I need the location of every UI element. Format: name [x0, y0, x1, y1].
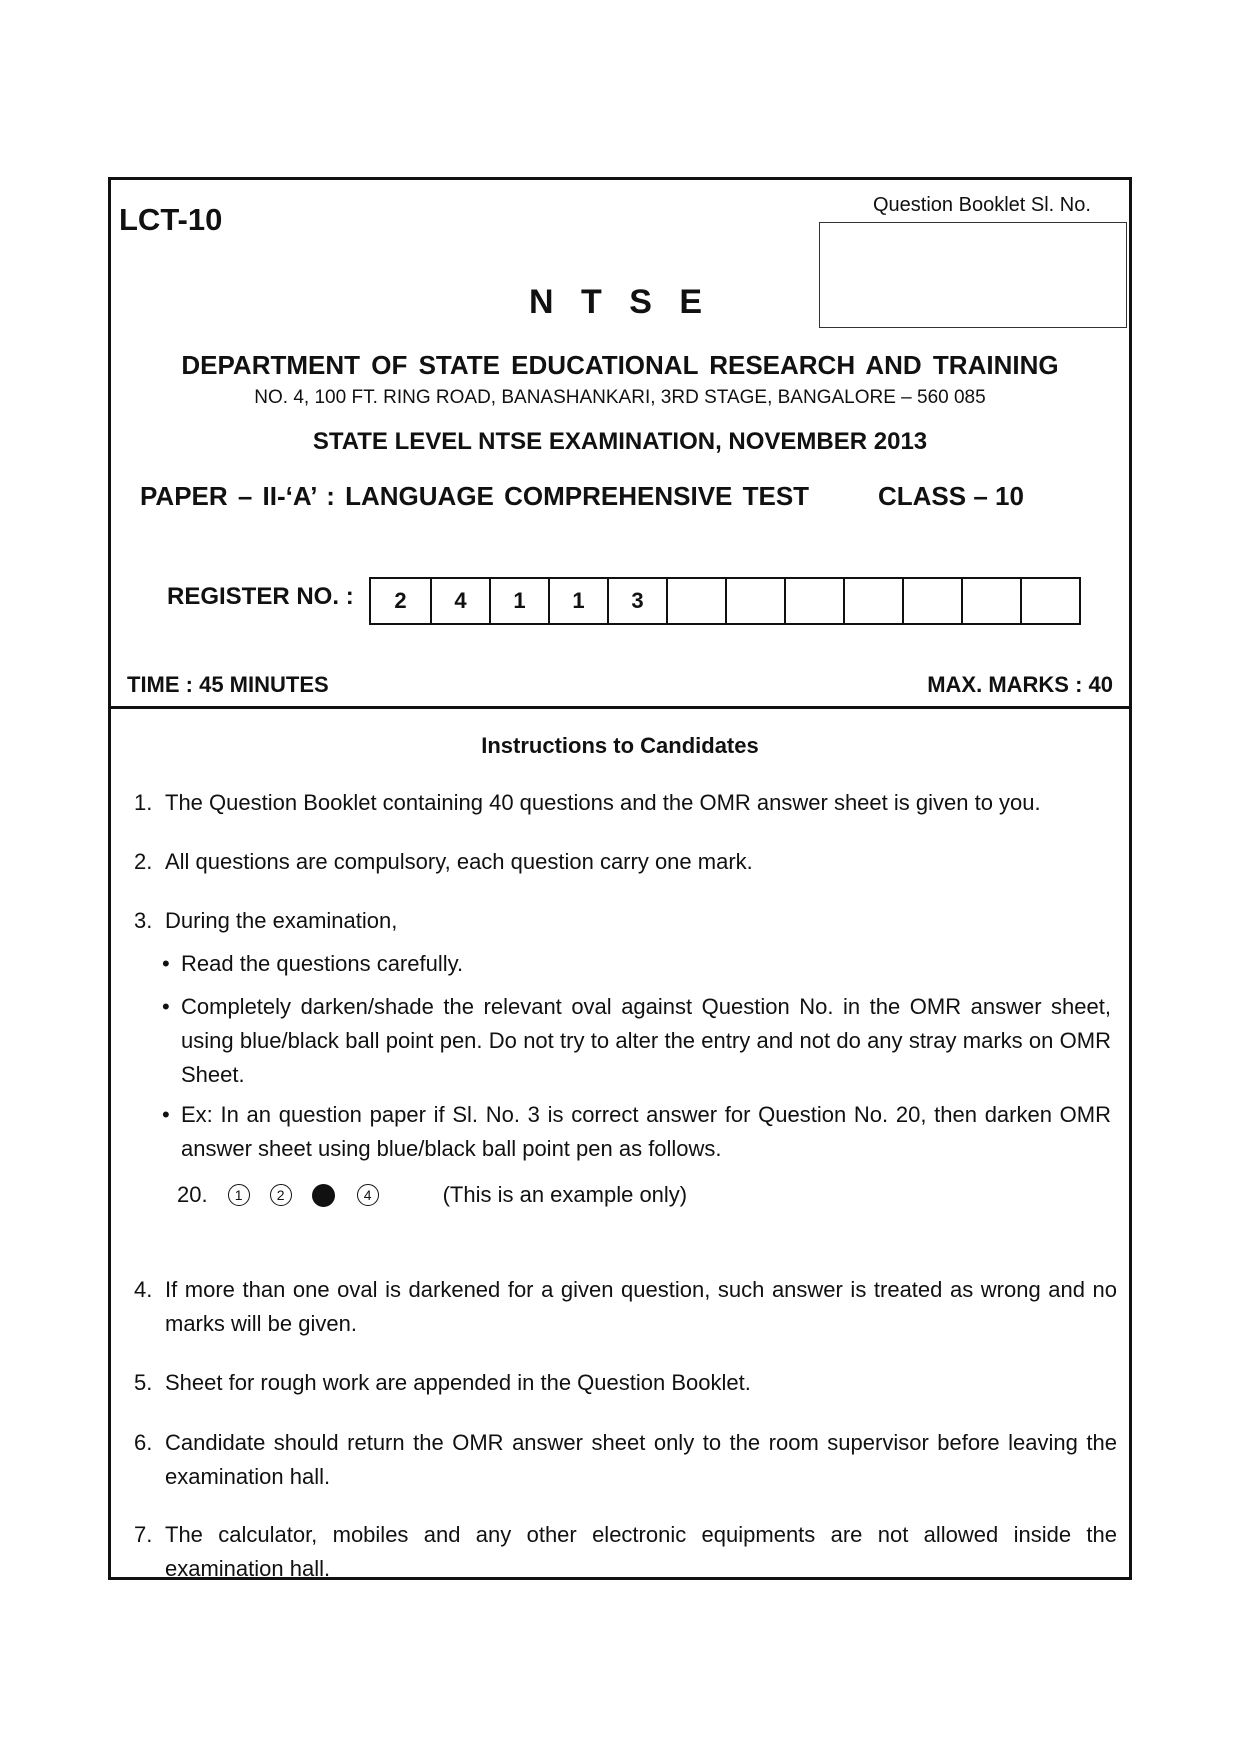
register-digit-cell: 1	[548, 579, 607, 623]
example-note: (This is an example only)	[442, 1182, 688, 1207]
example-oval-3-filled	[312, 1184, 335, 1207]
instruction-number: 7.	[134, 1522, 153, 1547]
department-name: DEPARTMENT OF STATE EDUCATIONAL RESEARCH AND TRAINING	[181, 350, 1059, 380]
register-digit-cell	[1020, 579, 1079, 623]
register-digit-cell: 1	[489, 579, 548, 623]
example-oval-2: 2	[270, 1184, 292, 1206]
register-digit-cell: 3	[607, 579, 666, 623]
register-digit-cell	[843, 579, 902, 623]
instruction-text: Sheet for rough work are appended in the Question Booklet.	[165, 1370, 751, 1395]
register-digit-cell: 2	[394, 588, 407, 613]
bullet-icon: •	[162, 994, 170, 1019]
instruction-text: If more than one oval is darkened for a given question, such answer is treated as wrong and no marks will be given.	[165, 1277, 1117, 1336]
register-number-label: REGISTER NO. :	[167, 583, 354, 610]
instruction-text: All questions are compulsory, each question carry one mark.	[165, 849, 753, 874]
register-digit-cell	[961, 579, 1020, 623]
register-digit-cell: 4	[430, 579, 489, 623]
booklet-serial-label: Question Booklet Sl. No.	[873, 194, 1091, 216]
instruction-number: 4.	[134, 1277, 153, 1302]
register-digit-cell	[902, 579, 961, 623]
instructions-heading: Instructions to Candidates	[481, 733, 759, 758]
instruction-number: 6.	[134, 1430, 153, 1455]
instruction-number: 1.	[134, 790, 153, 815]
register-number-grid	[369, 577, 1081, 625]
section-divider	[111, 706, 1129, 709]
bullet-icon: •	[162, 1102, 170, 1127]
exam-name: STATE LEVEL NTSE EXAMINATION, NOVEMBER 2013	[312, 428, 928, 455]
register-digit-cell	[784, 579, 843, 623]
max-marks: MAX. MARKS : 40	[927, 672, 1113, 697]
time-limit: TIME : 45 MINUTES	[127, 672, 329, 697]
class-label: CLASS – 10	[878, 481, 1024, 511]
example-oval-4: 4	[357, 1184, 379, 1206]
department-address: NO. 4, 100 FT. RING ROAD, BANASHANKARI, 3RD STAGE, BANGALORE – 560 085	[254, 387, 986, 408]
instruction-number: 5.	[134, 1370, 153, 1395]
omr-example	[177, 1178, 687, 1212]
instruction-number: 2.	[134, 849, 153, 874]
instruction-text: The calculator, mobiles and any other electronic equipments are not allowed inside the examination hall.	[165, 1522, 1117, 1581]
exam-title: N T S E	[528, 283, 712, 321]
instruction-text: Candidate should return the OMR answer sheet only to the room supervisor before leaving the examination hall.	[165, 1430, 1117, 1489]
question-booklet-cover	[108, 177, 1132, 1580]
paper-code: LCT-10	[119, 202, 223, 237]
bullet-text: Ex: In an question paper if Sl. No. 3 is correct answer for Question No. 20, then darken OMR answer sheet using blue/black ball point pen as follows.	[181, 1102, 1111, 1161]
paper-title: PAPER – II-‘A’ : LANGUAGE COMPREHENSIVE TEST	[140, 481, 810, 511]
register-digit-cell	[725, 579, 784, 623]
bullet-text: Read the questions carefully.	[181, 951, 464, 976]
example-oval-1: 1	[228, 1184, 250, 1206]
register-digit-cell	[666, 579, 725, 623]
bullet-icon: •	[162, 951, 170, 976]
bullet-text: Completely darken/shade the relevant oval against Question No. in the OMR answer sheet, using blue/black ball point pen. Do not try to alter the entry and not do any stray marks on OMR Sheet.	[181, 994, 1111, 1087]
instruction-number: 3.	[134, 908, 153, 933]
instruction-text: During the examination,	[165, 908, 398, 933]
example-question-number: 20.	[177, 1182, 208, 1207]
instruction-text: The Question Booklet containing 40 questions and the OMR answer sheet is given to you.	[165, 790, 1041, 815]
